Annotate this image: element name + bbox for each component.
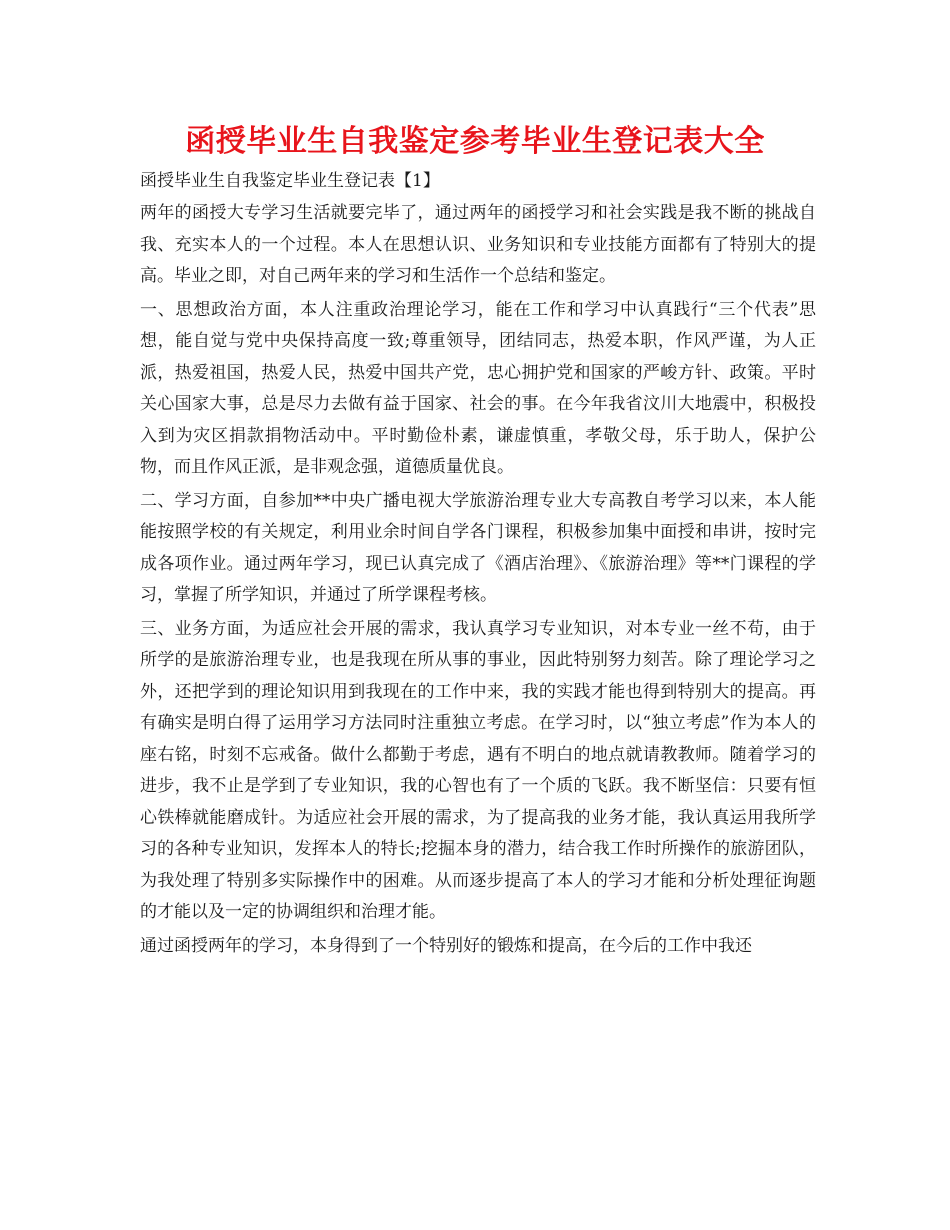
- paragraph-political: 一、思想政治方面，本人注重政治理论学习，能在工作和学习中认真践行“三个代表”思想，能自觉与党中央保持高度一致;尊重领导，团结同志，热爱本职，作风严谨，为人正派，热爱祖国，热爱人民，热爱中国共产党，忠心拥护党和国家的严峻方针、政策。平时关心国家大事，总是尽力去做有益于国家、社会的事。在今年我省汶川大地震中，积极投入到为灾区捐款捐物活动中。平时勤俭朴素，谦虚慎重，孝敬父母，乐于助人，保护公物，而且作风正派，是非观念强，道德质量优良。: [140, 299, 816, 477]
- paragraph-business: 三、业务方面，为适应社会开展的需求，我认真学习专业知识，对本专业一丝不苟，由于所学的是旅游治理专业，也是我现在所从事的事业，因此特别努力刻苦。除了理论学习之外，还把学到的理论知识用到我现在的工作中来，我的实践才能也得到特别大的提高。再有确实是明白得了运用学习方法同时注重独立考虑。在学习时，以“独立考虑”作为本人的座右铭，时刻不忘戒备。做什么都勤于考虑，遇有不明白的地点就请教教师。随着学习的进步，我不止是学到了专业知识，我的心智也有了一个质的飞跃。我不断坚信：只要有恒心铁棒就能磨成针。为适应社会开展的需求，为了提高我的业务才能，我认真运用我所学习的各种专业知识，发挥本人的特长;挖掘本身的潜力，结合我工作时所操作的旅游团队，为我处理了特别多实际操作中的困难。从而逐步提高了本人的学习才能和分析处理征询题的才能以及一定的协调组织和治理才能。: [140, 618, 816, 922]
- document-body: [140, 166, 816, 962]
- document-subtitle: 函授毕业生自我鉴定毕业生登记表【1】: [140, 171, 440, 191]
- document-title: 函授毕业生自我鉴定参考毕业生登记表大全: [185, 124, 765, 159]
- paragraph-study: 二、学习方面，自参加**中央广播电视大学旅游治理专业大专高教自考学习以来，本人能能按照学校的有关规定，利用业余时间自学各门课程，积极参加集中面授和串讲，按时完成各项作业。通过两年学习，现已认真完成了《酒店治理》、《旅游治理》等**门课程的学习，掌握了所学知识，并通过了所学课程考核。: [140, 490, 816, 605]
- paragraph-intro: 两年的函授大专学习生活就要完毕了，通过两年的函授学习和社会实践是我不断的挑战自我、充实本人的一个过程。本人在思想认识、业务知识和专业技能方面都有了特别大的提高。毕业之即，对自己两年来的学习和生活作一个总结和鉴定。: [140, 203, 816, 286]
- paragraph-conclusion: 通过函授两年的学习，本身得到了一个特别好的锻炼和提高，在今后的工作中我还: [140, 935, 752, 956]
